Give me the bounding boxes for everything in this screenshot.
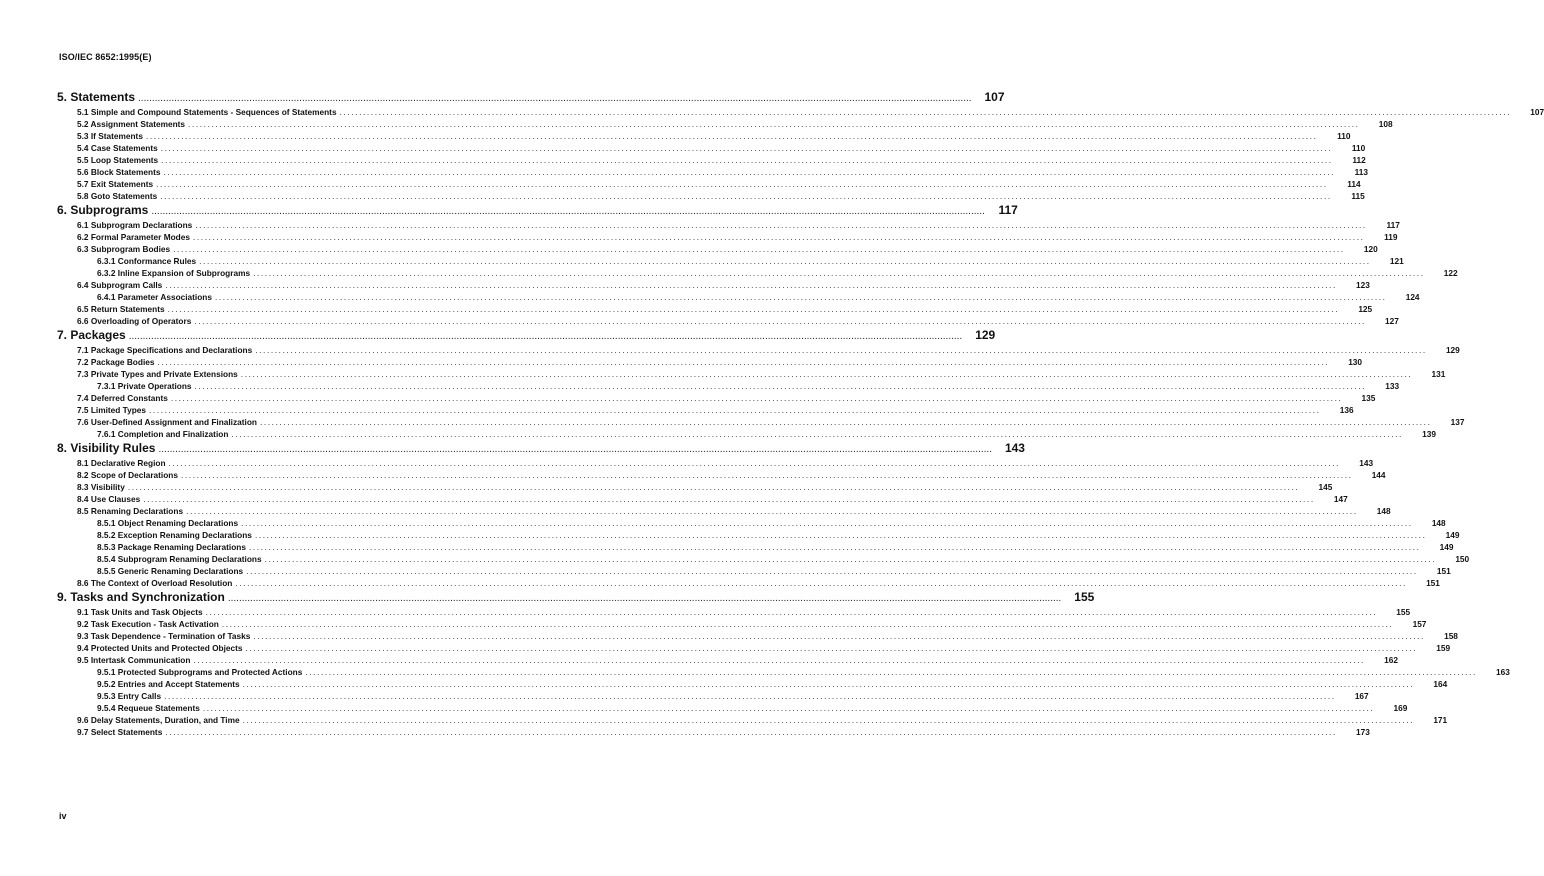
toc-entry xyxy=(57,618,1427,630)
dot-leader: ............................................................................................................................................................................................................................................................................................................ xyxy=(199,255,1371,266)
toc-entry-title: 7.4 Deferred Constants xyxy=(77,392,168,403)
toc-entry-title: 8.5.1 Object Renaming Declarations xyxy=(97,517,239,528)
toc-entry-title: 6.3 Subprogram Bodies xyxy=(77,243,171,254)
toc-entry-title: 9.5.4 Requeue Statements xyxy=(97,703,200,714)
toc-entry xyxy=(57,392,1376,404)
toc-entry-title: 5.8 Goto Statements xyxy=(77,190,158,201)
toc-entry-page: 117 xyxy=(998,202,1018,217)
toc-entry-title: 5.5 Loop Statements xyxy=(77,154,159,165)
toc-entry xyxy=(57,553,1470,565)
toc-entry-title: 8.1 Declarative Region xyxy=(77,457,166,468)
dot-leader: ............................................................................................................................................................................................................................................................................................................ xyxy=(195,219,1367,230)
toc-entry-page: 143 xyxy=(1004,440,1025,455)
dot-leader: ............................................................................................................................................................................................................................................................................................................ xyxy=(193,654,1365,665)
toc-entry xyxy=(57,481,1333,493)
toc-entry-page: 169 xyxy=(1393,703,1408,714)
toc-entry-title: 7. Packages xyxy=(57,327,126,342)
toc-entry xyxy=(57,565,1451,577)
dot-leader: ............................................................................................................................................................................................................................................................................................................ xyxy=(180,469,1353,480)
toc-entry-page: 149 xyxy=(1439,541,1454,552)
table-of-contents xyxy=(57,89,1544,738)
toc-entry-page: 114 xyxy=(1347,178,1361,189)
toc-entry-title: 7.6 User-Defined Assignment and Finalization xyxy=(77,416,257,427)
document-header: ISO/IEC 8652:1995(E) xyxy=(59,52,152,62)
toc-entry xyxy=(57,142,1366,154)
toc-entry-page: 120 xyxy=(1363,243,1378,254)
toc-entry-title: 6.6 Overloading of Operators xyxy=(77,315,192,326)
toc-entry-title: 9.7 Select Statements xyxy=(77,727,163,738)
dot-leader: ............................................................................................................................................................................................................................................................................................................ xyxy=(215,291,1387,302)
toc-entry-title: 5.3 If Statements xyxy=(77,130,143,141)
toc-entry-page: 121 xyxy=(1389,255,1404,266)
dot-leader: ............................................................................................................................................................................................................................................................................................................ xyxy=(168,457,1341,468)
toc-entry-title: 6.5 Return Statements xyxy=(77,303,165,314)
toc-chapter-entry xyxy=(57,202,1018,219)
toc-entry-page: 129 xyxy=(1445,344,1460,355)
toc-entry-title: 9.6 Delay Statements, Duration, and Time xyxy=(77,715,240,726)
toc-entry xyxy=(57,106,1544,118)
toc-entry-title: 8.5 Renaming Declarations xyxy=(77,505,184,516)
toc-entry-page: 107 xyxy=(1530,106,1544,117)
toc-entry xyxy=(57,690,1369,702)
dot-leader: ............................................................................................................................................................................................................................................................................................................ xyxy=(192,231,1365,242)
toc-entry xyxy=(57,630,1458,642)
toc-chapter-entry xyxy=(57,440,1025,457)
dot-leader: ............................................................................................................................................................................................................................................................................................................ xyxy=(170,392,1343,403)
toc-entry-page: 151 xyxy=(1436,565,1451,576)
toc-entry xyxy=(57,654,1398,666)
toc-entry-page: 150 xyxy=(1455,553,1470,564)
toc-entry xyxy=(57,380,1400,392)
toc-entry-title: 5.6 Block Statements xyxy=(77,166,161,177)
toc-entry xyxy=(57,726,1370,738)
toc-entry-page: 158 xyxy=(1444,630,1458,641)
toc-entry xyxy=(57,517,1446,529)
dot-leader: ............................................................................................................................................................................................................................................................................................................ xyxy=(221,618,1394,629)
toc-entry-page: 130 xyxy=(1348,356,1363,367)
toc-entry-page: 117 xyxy=(1386,219,1400,230)
toc-entry xyxy=(57,344,1460,356)
dot-leader: ............................................................................................................................................................................................................................................................................................................ xyxy=(149,404,1321,415)
toc-entry-title: 7.5 Limited Types xyxy=(77,404,147,415)
dot-leader: ............................................................................................................................................................................................................................................................................................................ xyxy=(186,505,1358,516)
toc-entry xyxy=(57,666,1510,678)
dot-leader: ............................................................................................................................................................................................................................................................................................................ xyxy=(248,541,1421,552)
toc-entry-title: 8.5.2 Exception Renaming Declarations xyxy=(97,529,252,540)
dot-leader: ............................................................................................................................................................................................................................................................................................................ xyxy=(194,380,1367,391)
toc-entry-page: 125 xyxy=(1358,303,1373,314)
toc-entry xyxy=(57,404,1354,416)
toc-entry-page: 162 xyxy=(1384,654,1398,665)
toc-entry xyxy=(57,243,1378,255)
toc-entry-page: 113 xyxy=(1354,166,1369,177)
toc-entry-title: 5.7 Exit Statements xyxy=(77,178,154,189)
toc-chapter-entry xyxy=(57,589,1095,606)
dot-leader: ............................................................................................................................................................................................................................................................................................................ xyxy=(227,593,1062,605)
toc-entry-page: 122 xyxy=(1443,267,1458,278)
toc-entry-page: 110 xyxy=(1351,142,1366,153)
toc-entry xyxy=(57,505,1391,517)
toc-entry-title: 6.4.1 Parameter Associations xyxy=(97,291,212,302)
dot-leader: ............................................................................................................................................................................................................................................................................................................ xyxy=(167,303,1340,314)
toc-entry xyxy=(57,231,1398,243)
toc-entry-title: 6.3.2 Inline Expansion of Subprograms xyxy=(97,267,251,278)
dot-leader: ............................................................................................................................................................................................................................................................................................................ xyxy=(165,279,1337,290)
toc-entry xyxy=(57,606,1411,618)
toc-entry xyxy=(57,529,1460,541)
toc-entry xyxy=(57,166,1369,178)
toc-entry-page: 137 xyxy=(1450,416,1465,427)
toc-entry-title: 9.3 Task Dependence - Termination of Tasks xyxy=(77,630,251,641)
toc-entry xyxy=(57,493,1348,505)
dot-leader: ............................................................................................................................................................................................................................................................................................................ xyxy=(245,642,1418,653)
toc-entry-title: 7.6.1 Completion and Finalization xyxy=(97,428,229,439)
dot-leader: ............................................................................................................................................................................................................................................................................................................ xyxy=(157,356,1330,367)
toc-entry-page: 124 xyxy=(1405,291,1420,302)
dot-leader: ............................................................................................................................................................................................................................................................................................................ xyxy=(255,344,1427,355)
dot-leader: ............................................................................................................................................................................................................................................................................................................ xyxy=(305,666,1477,677)
toc-entry-page: 167 xyxy=(1354,690,1369,701)
toc-chapter-entry xyxy=(57,89,1005,106)
toc-entry xyxy=(57,315,1399,327)
toc-entry xyxy=(57,178,1361,190)
dot-leader: ............................................................................................................................................................................................................................................................................................................ xyxy=(156,178,1328,189)
dot-leader: ............................................................................................................................................................................................................................................................................................................ xyxy=(339,106,1512,117)
toc-entry-title: 8.5.5 Generic Renaming Declarations xyxy=(97,565,244,576)
toc-entry xyxy=(57,577,1440,589)
dot-leader: ............................................................................................................................................................................................................................................................................................................ xyxy=(163,166,1336,177)
toc-entry xyxy=(57,469,1386,481)
toc-entry-title: 7.3.1 Private Operations xyxy=(97,380,192,391)
toc-entry-page: 155 xyxy=(1396,606,1411,617)
toc-entry-page: 145 xyxy=(1318,481,1333,492)
toc-entry xyxy=(57,714,1448,726)
toc-entry-page: 157 xyxy=(1412,618,1427,629)
toc-entry-title: 9. Tasks and Synchronization xyxy=(57,590,225,605)
toc-entry-page: 163 xyxy=(1496,666,1510,677)
toc-entry-title: 8.2 Scope of Declarations xyxy=(77,469,178,480)
toc-entry xyxy=(57,190,1365,202)
toc-entry-page: 129 xyxy=(975,327,996,342)
toc-entry xyxy=(57,279,1370,291)
dot-leader: ............................................................................................................................................................................................................................................................................................................ xyxy=(160,190,1332,201)
toc-entry-title: 8.5.3 Package Renaming Declarations xyxy=(97,541,246,552)
toc-entry-page: 131 xyxy=(1431,368,1446,379)
dot-leader: ............................................................................................................................................................................................................................................................................................................ xyxy=(202,703,1375,714)
toc-entry-title: 9.5.1 Protected Subprograms and Protected Actions xyxy=(97,666,303,677)
toc-entry-title: 8.6 The Context of Overload Resolution xyxy=(77,578,233,589)
toc-entry-title: 8.5.4 Subprogram Renaming Declarations xyxy=(97,553,262,564)
toc-entry-page: 135 xyxy=(1361,392,1376,403)
toc-entry-title: 6.4 Subprogram Calls xyxy=(77,279,163,290)
toc-entry-title: 9.5 Intertask Communication xyxy=(77,654,191,665)
toc-entry xyxy=(57,416,1465,428)
toc-entry-title: 9.4 Protected Units and Protected Objects xyxy=(77,642,243,653)
toc-entry-page: 133 xyxy=(1385,380,1400,391)
toc-entry xyxy=(57,255,1404,267)
toc-entry xyxy=(57,219,1400,231)
dot-leader: ............................................................................................................................................................................................................................................................................................................ xyxy=(194,315,1366,326)
dot-leader: ............................................................................................................................................................................................................................................................................................................ xyxy=(138,93,972,104)
toc-entry-page: 148 xyxy=(1431,517,1446,528)
dot-leader: ............................................................................................................................................................................................................................................................................................................ xyxy=(231,428,1403,439)
toc-entry-page: 147 xyxy=(1333,493,1348,504)
toc-entry xyxy=(57,356,1363,368)
toc-entry-title: 7.1 Package Specifications and Declarations xyxy=(77,344,253,355)
dot-leader: ............................................................................................................................................................................................................................................................................................................ xyxy=(127,481,1300,492)
toc-entry-title: 9.5.3 Entry Calls xyxy=(97,690,162,701)
dot-leader: ............................................................................................................................................................................................................................................................................................................ xyxy=(254,529,1427,540)
dot-leader: ............................................................................................................................................................................................................................................................................................................ xyxy=(161,154,1333,165)
toc-entry-page: 127 xyxy=(1385,315,1399,326)
toc-entry-title: 8.3 Visibility xyxy=(77,481,125,492)
toc-entry-page: 144 xyxy=(1371,469,1386,480)
dot-leader: ............................................................................................................................................................................................................................................................................................................ xyxy=(235,578,1407,589)
toc-entry-title: 8. Visibility Rules xyxy=(57,440,156,455)
dot-leader: ............................................................................................................................................................................................................................................................................................................ xyxy=(143,493,1315,504)
toc-entry xyxy=(57,303,1373,315)
toc-entry-page: 136 xyxy=(1339,404,1354,415)
toc-entry-title: 5.4 Case Statements xyxy=(77,142,158,153)
toc-entry xyxy=(57,368,1446,380)
toc-entry-page: 119 xyxy=(1384,231,1398,242)
toc-entry-title: 7.2 Package Bodies xyxy=(77,356,155,367)
toc-entry-page: 143 xyxy=(1359,457,1374,468)
toc-entry-page: 139 xyxy=(1422,428,1436,439)
dot-leader: ............................................................................................................................................................................................................................................................................................................ xyxy=(240,368,1413,379)
toc-entry-page: 159 xyxy=(1436,642,1451,653)
toc-entry xyxy=(57,642,1451,654)
toc-entry-title: 6.3.1 Conformance Rules xyxy=(97,255,197,266)
dot-leader: ............................................................................................................................................................................................................................................................................................................ xyxy=(246,565,1418,576)
toc-entry xyxy=(57,428,1436,440)
toc-entry-page: 149 xyxy=(1445,529,1460,540)
dot-leader: ............................................................................................................................................................................................................................................................................................................ xyxy=(264,553,1437,564)
dot-leader: ............................................................................................................................................................................................................................................................................................................ xyxy=(188,118,1360,129)
dot-leader: ............................................................................................................................................................................................................................................................................................................ xyxy=(253,267,1425,278)
toc-entry-title: 6.2 Formal Parameter Modes xyxy=(77,231,190,242)
toc-entry-page: 108 xyxy=(1378,118,1393,129)
toc-chapter-entry xyxy=(57,327,996,344)
dot-leader: ............................................................................................................................................................................................................................................................................................................ xyxy=(165,727,1337,738)
toc-entry-page: 107 xyxy=(984,90,1005,104)
toc-entry xyxy=(57,267,1458,279)
dot-leader: ............................................................................................................................................................................................................................................................................................................ xyxy=(242,678,1415,689)
toc-entry-page: 173 xyxy=(1356,727,1370,738)
toc-entry-title: 9.2 Task Execution - Task Activation xyxy=(77,618,219,629)
toc-entry-page: 151 xyxy=(1426,578,1440,589)
toc-entry xyxy=(57,541,1454,553)
dot-leader: ............................................................................................................................................................................................................................................................................................................ xyxy=(145,130,1318,141)
toc-entry-page: 171 xyxy=(1433,715,1448,726)
dot-leader: ............................................................................................................................................................................................................................................................................................................ xyxy=(241,517,1413,528)
toc-entry-title: 5. Statements xyxy=(57,90,136,104)
toc-entry-page: 155 xyxy=(1074,590,1095,605)
toc-entry-title: 6. Subprograms xyxy=(57,202,149,217)
toc-entry-title: 6.1 Subprogram Declarations xyxy=(77,219,193,230)
dot-leader: ............................................................................................................................................................................................................................................................................................................ xyxy=(158,443,992,455)
toc-entry-page: 110 xyxy=(1337,130,1351,141)
toc-entry xyxy=(57,702,1408,714)
dot-leader: ............................................................................................................................................................................................................................................................................................................ xyxy=(164,690,1336,701)
toc-entry-page: 148 xyxy=(1376,505,1391,516)
toc-entry xyxy=(57,154,1366,166)
dot-leader: ............................................................................................................................................................................................................................................................................................................ xyxy=(173,243,1345,254)
dot-leader: ............................................................................................................................................................................................................................................................................................................ xyxy=(253,630,1425,641)
toc-entry xyxy=(57,457,1374,469)
toc-entry-title: 7.3 Private Types and Private Extensions xyxy=(77,368,238,379)
dot-leader: ............................................................................................................................................................................................................................................................................................................ xyxy=(160,142,1333,153)
toc-entry-page: 123 xyxy=(1356,279,1370,290)
dot-leader: ............................................................................................................................................................................................................................................................................................................ xyxy=(242,715,1415,726)
toc-entry xyxy=(57,118,1393,130)
toc-entry-title: 9.1 Task Units and Task Objects xyxy=(77,606,203,617)
toc-entry-title: 8.4 Use Clauses xyxy=(77,493,141,504)
toc-entry-title: 5.1 Simple and Compound Statements - Sequences of Statements xyxy=(77,106,337,117)
toc-entry xyxy=(57,130,1351,142)
toc-entry xyxy=(57,291,1420,303)
page-number: iv xyxy=(59,811,67,821)
dot-leader: ............................................................................................................................................................................................................................................................................................................ xyxy=(128,330,963,342)
toc-entry-page: 164 xyxy=(1433,678,1448,689)
dot-leader: ............................................................................................................................................................................................................................................................................................................ xyxy=(259,416,1432,427)
toc-entry-title: 9.5.2 Entries and Accept Statements xyxy=(97,678,240,689)
dot-leader: ............................................................................................................................................................................................................................................................................................................ xyxy=(205,606,1378,617)
toc-entry-title: 5.2 Assignment Statements xyxy=(77,118,186,129)
toc-entry-page: 112 xyxy=(1352,154,1366,165)
toc-entry-page: 115 xyxy=(1351,190,1365,201)
dot-leader: ............................................................................................................................................................................................................................................................................................................ xyxy=(151,205,985,217)
toc-entry xyxy=(57,678,1448,690)
